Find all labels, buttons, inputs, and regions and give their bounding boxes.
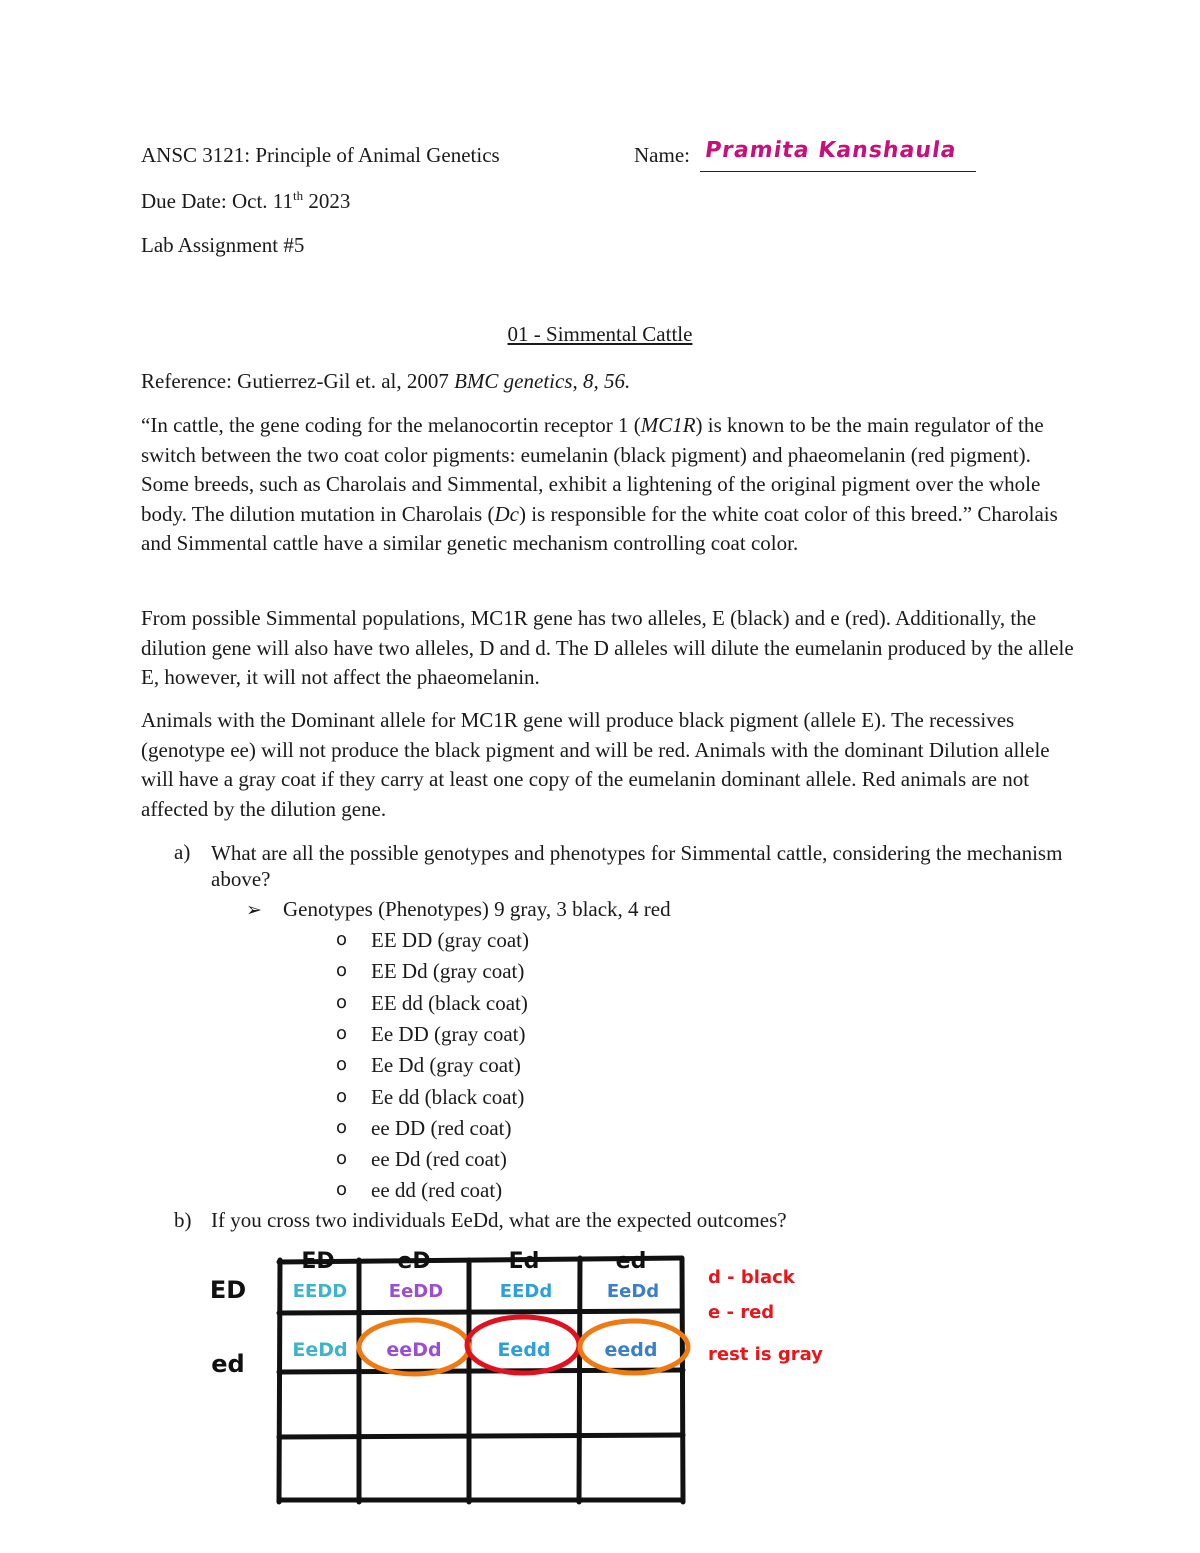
section-title: 01 - Simmental Cattle (507, 322, 693, 346)
assignment-title: Lab Assignment #5 (141, 233, 305, 257)
p1-mc1r: MC1R (640, 413, 696, 437)
list-bullet-icon: o (336, 1116, 348, 1138)
legend-note: rest is gray (708, 1344, 823, 1365)
column-header: Ed (508, 1249, 540, 1274)
genotype-item: ee dd (red coat) (371, 1178, 503, 1203)
list-bullet-icon: o (336, 1148, 348, 1170)
answer-summary: Genotypes (Phenotypes) 9 gray, 3 black, 4 red (283, 897, 671, 921)
paragraph-2: From possible Simmental populations, MC1R gene has two alleles, E (black) and e (red). Additionally, the dilution gene will also have two alleles, D and d. The D alleles will dilute the eumelanin produced by the allele E, however, it will not affect the phaeomelanin. (141, 606, 1074, 689)
punnett-cell: EeDd (292, 1339, 348, 1361)
punnett-cell: EeDd (606, 1281, 660, 1302)
question-b-text: If you cross two individuals EeDd, what are the expected outcomes? (211, 1208, 787, 1232)
list-bullet-icon: o (336, 991, 348, 1013)
list-bullet-icon: o (336, 960, 348, 982)
due-date-year: 2023 (303, 189, 351, 213)
question-b-label: b) (174, 1208, 192, 1232)
reference-journal: BMC genetics (454, 369, 573, 393)
question-a-label: a) (174, 840, 191, 864)
punnett-cell: EEDd (499, 1281, 553, 1302)
genotype-item: Ee DD (gray coat) (371, 1021, 526, 1046)
punnett-cell: EEDD (292, 1281, 348, 1302)
punnett-cell: Eedd (497, 1339, 551, 1361)
arrow-bullet-icon: ➢ (246, 899, 262, 921)
p1-part-b: ) is known to be the main regulator of the switch between the two coat color pigments: eumelanin (black pigment) and phaeomelanin (red pigment). Some breeds, such as Charolais and Simmental, exhibit a lightening of the original pigment over the whole body. The dilution mutation in Charolais ( (141, 413, 1044, 526)
reference-prefix: Reference: Gutierrez-Gil et. al, 2007 (141, 369, 455, 393)
p1-part-c: ) is responsible for the white coat color of this breed.” Charolais and Simmental cattle have a similar genetic mechanism controlling coat color. (141, 501, 1058, 555)
genotype-item: EE Dd (gray coat) (371, 959, 525, 984)
punnett-cell: eeDd (386, 1339, 442, 1361)
list-bullet-icon: o (336, 1085, 348, 1107)
genotype-item: Ee Dd (gray coat) (371, 1053, 521, 1078)
p1-part-a: “In cattle, the gene coding for the melanocortin receptor 1 ( (141, 413, 641, 437)
list-bullet-icon: o (336, 1179, 348, 1201)
reference-volume: 8 (583, 369, 594, 393)
column-header: ED (301, 1249, 335, 1274)
genotype-item: EE dd (black coat) (371, 990, 528, 1015)
due-date-sup: th (293, 188, 304, 203)
list-bullet-icon: o (336, 1022, 348, 1044)
student-name-signature: Pramita Kanshaula (703, 138, 959, 163)
column-header: eD (397, 1249, 431, 1274)
row-header: ed (211, 1350, 245, 1378)
genotype-item: Ee dd (black coat) (371, 1084, 525, 1109)
reference-pages: , 56. (593, 369, 631, 393)
list-bullet-icon: o (336, 929, 348, 950)
due-date-text: Due Date: Oct. 11 (141, 189, 294, 213)
legend-note: d - black (708, 1267, 795, 1288)
punnett-cell: EeDD (388, 1281, 444, 1302)
column-header: ed (615, 1249, 647, 1274)
genotype-item: ee DD (red coat) (371, 1115, 512, 1140)
p1-dc: Dc (494, 501, 519, 526)
genotype-item: ee Dd (red coat) (371, 1147, 507, 1172)
legend-note: e - red (708, 1302, 775, 1323)
name-label: Name: (634, 143, 690, 167)
course-title: ANSC 3121: Principle of Animal Genetics (141, 143, 500, 167)
list-bullet-icon: o (336, 1054, 348, 1076)
punnett-cell: eedd (604, 1339, 658, 1361)
reference-sep: , (572, 369, 583, 393)
genotype-item: EE DD (gray coat) (371, 928, 530, 952)
question-a-text: What are all the possible genotypes and phenotypes for Simmental cattle, considering the mechanism above? (211, 841, 1063, 891)
paragraph-3: Animals with the Dominant allele for MC1R gene will produce black pigment (allele E). The recessives (genotype ee) will not produce the black pigment and will be red. Animals with the dominant Dilution allele will have a gray coat if they carry at least one copy of the eumelanin dominant allele. Red animals are not affected by the dilution gene. (141, 708, 1050, 821)
row-header: ED (209, 1276, 247, 1304)
